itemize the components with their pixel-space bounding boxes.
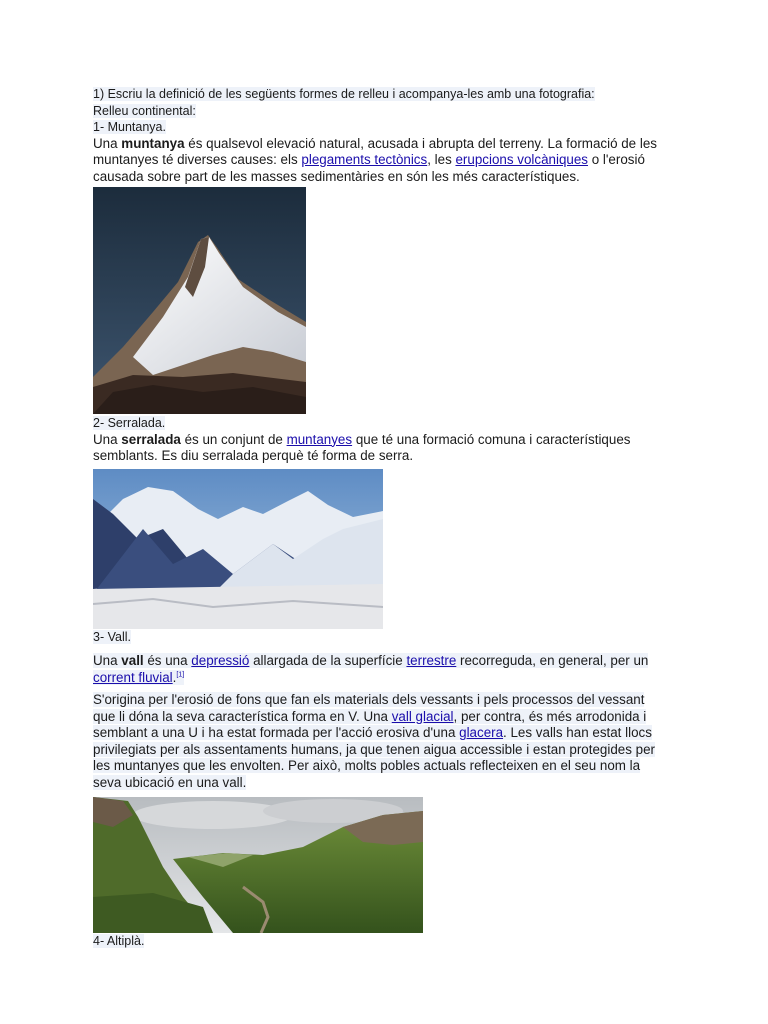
link-depressio[interactable]: depressió: [191, 653, 250, 668]
paragraph-vall-2: S'origina per l'erosió de fons que fan els materials dels vessants i pels processos del vessant que li dóna la seva característica forma en V. Una vall glacial, per contra, és més arrodonida i semblant a una U i ha estat formada per l'acció erosiva d'una glacera. Les valls han estat llocs privilegiats per als assentaments humans, ja que tenen aigua accessible i estan protegides per les muntanyes que les envolten. Per això, molts pobles actuals reflecteixen en el seu nom la seva ubicació en una vall.: [93, 692, 655, 790]
section-title-muntanya: 1- Muntanya.: [93, 120, 166, 134]
photo-mountain: [93, 187, 306, 414]
section-title-vall: 3- Vall.: [93, 629, 131, 644]
section-title-altipla: 4- Altiplà.: [93, 934, 145, 948]
paragraph-vall-1: Una vall és una depressió allargada de la superfície terrestre recorreguda, en general, per un corrent fluvial.[1]: [93, 653, 649, 685]
heading: 1) Escriu la definició de les següents formes de relleu i acompanya-les amb una fotografia:: [93, 87, 595, 101]
link-muntanyes[interactable]: muntanyes: [286, 431, 353, 447]
link-erupcions-volcaniques[interactable]: erupcions volcàniques: [455, 152, 588, 167]
footnote-reference[interactable]: [1]: [176, 671, 185, 679]
document-body: [93, 86, 673, 950]
paragraph-serralada: Una serralada és un conjunt de muntanyes que té una formació comuna i característiques semblants. Es diu serralada perquè té forma de serra.: [93, 431, 631, 463]
link-corrent-fluvial[interactable]: corrent fluvial: [93, 669, 173, 685]
photo-valley: [93, 797, 423, 933]
link-terrestre[interactable]: terrestre: [406, 653, 457, 668]
link-plegaments-tectonics[interactable]: plegaments tectònics: [301, 152, 428, 167]
link-vall-glacial[interactable]: vall glacial: [391, 708, 454, 724]
photo-mountain-range: [93, 469, 383, 629]
subheading: Relleu continental:: [93, 103, 196, 118]
section-title-serralada: 2- Serralada.: [93, 416, 166, 430]
paragraph-muntanya: Una muntanya és qualsevol elevació natural, acusada i abrupta del terreny. La formació de les muntanyes té diverses causes: els plegaments tectònics, les erupcions volcàniques o l'erosió causada sobre part de les masses sedimentàries en són les més característiques.: [93, 135, 657, 184]
link-glacera[interactable]: glacera: [459, 725, 504, 740]
